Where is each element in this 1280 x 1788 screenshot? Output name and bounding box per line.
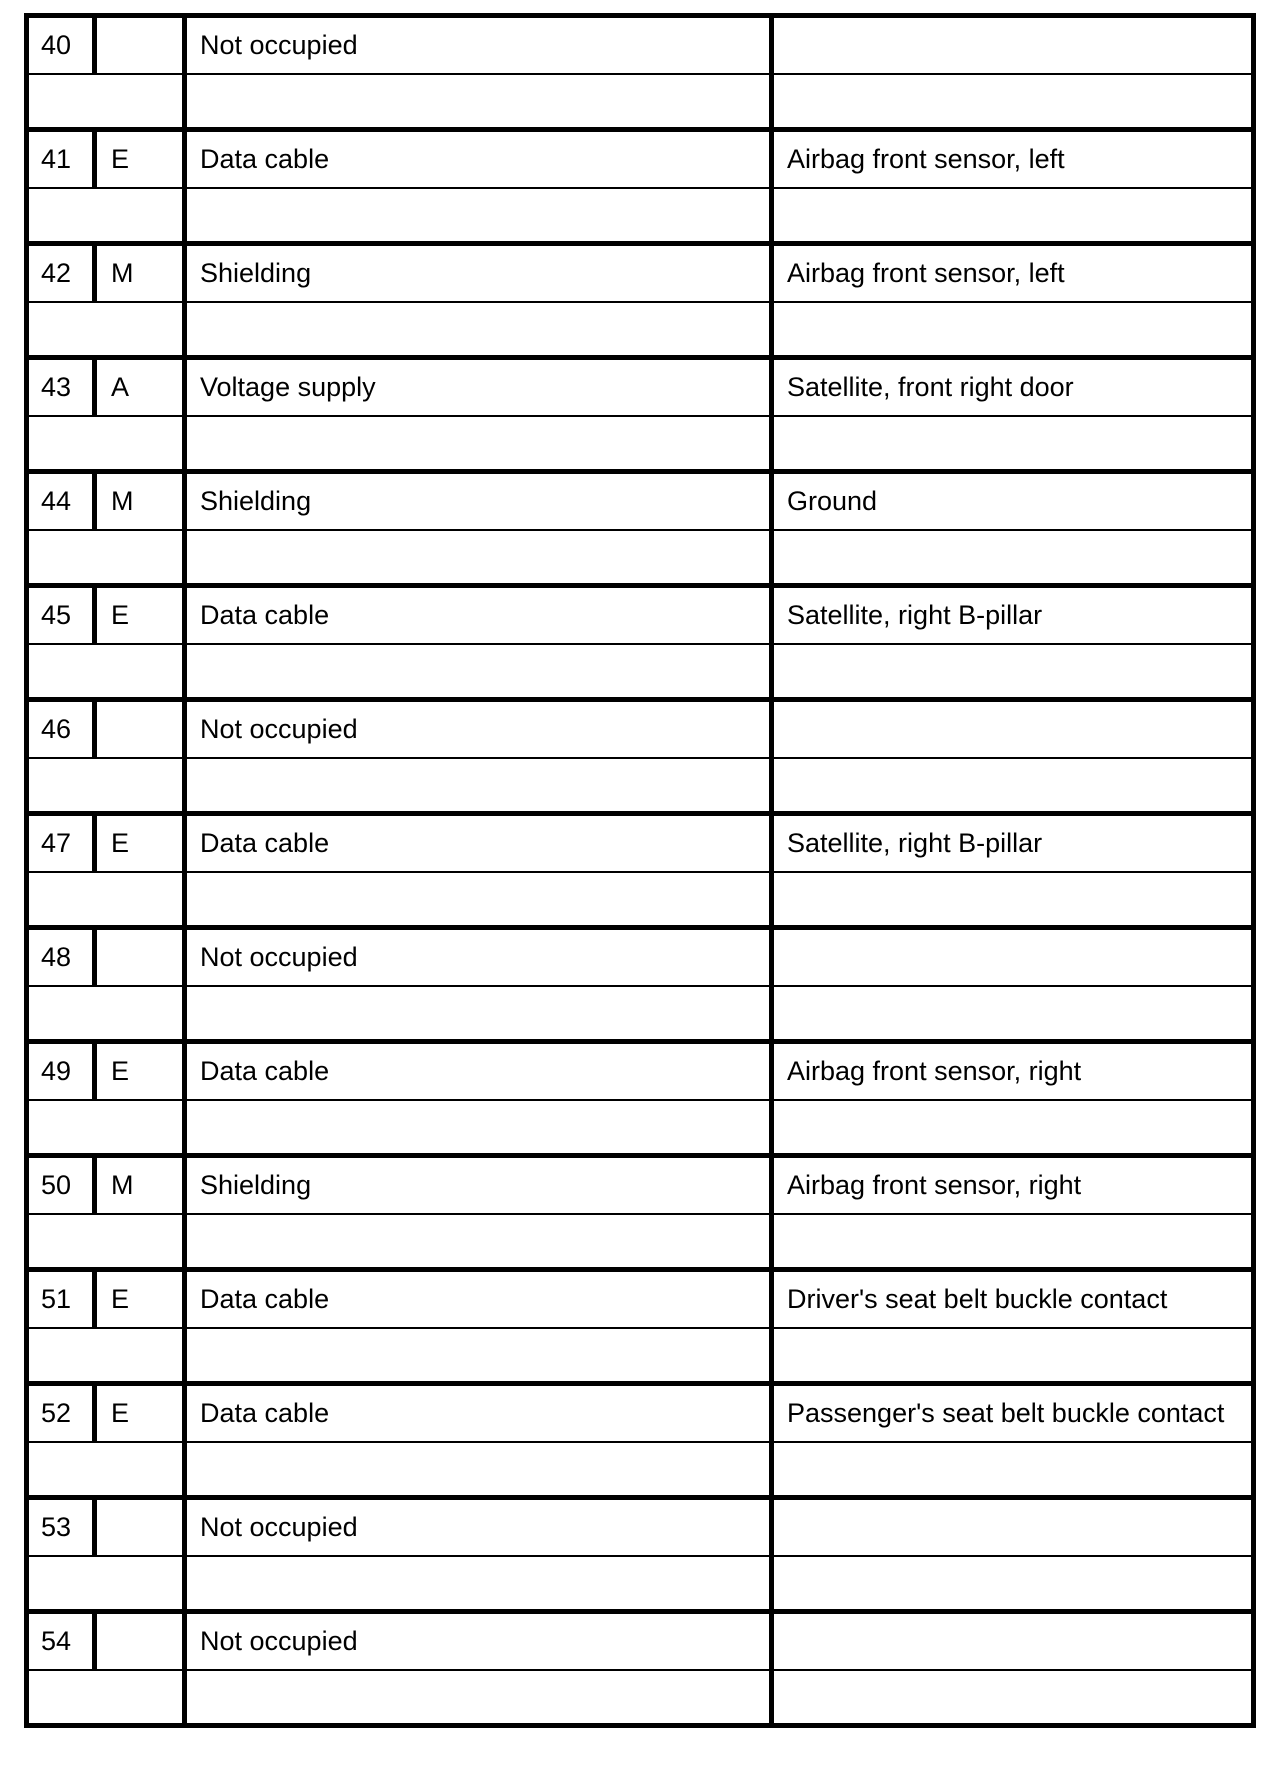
description-cell: Data cable	[185, 1384, 772, 1443]
component-cell	[772, 928, 1254, 987]
empty-cell	[185, 188, 772, 244]
empty-cell	[27, 302, 185, 358]
table-row	[27, 814, 1254, 873]
signal-code-cell: E	[95, 586, 185, 645]
spacer-row	[27, 644, 1254, 700]
signal-code-cell	[95, 700, 185, 759]
empty-cell	[772, 302, 1254, 358]
description-cell: Not occupied	[185, 1498, 772, 1557]
description-cell: Data cable	[185, 1270, 772, 1329]
signal-code-cell: E	[95, 130, 185, 189]
empty-cell	[772, 758, 1254, 814]
description-cell: Not occupied	[185, 1612, 772, 1671]
empty-cell	[185, 1328, 772, 1384]
pin-number-cell: 47	[27, 814, 95, 873]
empty-cell	[27, 74, 185, 130]
table-row	[27, 1384, 1254, 1443]
empty-cell	[772, 416, 1254, 472]
spacer-row	[27, 1214, 1254, 1270]
empty-cell	[27, 644, 185, 700]
signal-code-cell	[95, 16, 185, 75]
spacer-row	[27, 872, 1254, 928]
component-cell: Airbag front sensor, left	[772, 244, 1254, 303]
signal-code-cell: M	[95, 244, 185, 303]
spacer-row	[27, 1100, 1254, 1156]
table-row	[27, 1156, 1254, 1215]
description-cell: Data cable	[185, 130, 772, 189]
pin-number-cell: 48	[27, 928, 95, 987]
pin-number-cell: 41	[27, 130, 95, 189]
empty-cell	[27, 1442, 185, 1498]
pin-number-cell: 49	[27, 1042, 95, 1101]
empty-cell	[772, 1328, 1254, 1384]
spacer-row	[27, 188, 1254, 244]
signal-code-cell: A	[95, 358, 185, 417]
signal-code-cell: M	[95, 1156, 185, 1215]
empty-cell	[772, 644, 1254, 700]
pin-assignment-table	[24, 13, 1256, 1728]
empty-cell	[27, 530, 185, 586]
signal-code-cell: E	[95, 1384, 185, 1443]
description-cell: Shielding	[185, 1156, 772, 1215]
empty-cell	[185, 986, 772, 1042]
empty-cell	[185, 758, 772, 814]
component-cell	[772, 16, 1254, 75]
component-cell	[772, 1612, 1254, 1671]
signal-code-cell	[95, 1498, 185, 1557]
table-row	[27, 700, 1254, 759]
empty-cell	[27, 1556, 185, 1612]
pin-number-cell: 45	[27, 586, 95, 645]
empty-cell	[27, 1328, 185, 1384]
table-row	[27, 16, 1254, 75]
empty-cell	[27, 872, 185, 928]
table-row	[27, 130, 1254, 189]
empty-cell	[27, 758, 185, 814]
description-cell: Not occupied	[185, 700, 772, 759]
empty-cell	[772, 1556, 1254, 1612]
empty-cell	[185, 1100, 772, 1156]
pin-number-cell: 53	[27, 1498, 95, 1557]
signal-code-cell: E	[95, 814, 185, 873]
spacer-row	[27, 530, 1254, 586]
pin-table-body	[27, 16, 1254, 1726]
empty-cell	[185, 1670, 772, 1726]
spacer-row	[27, 1556, 1254, 1612]
pin-number-cell: 50	[27, 1156, 95, 1215]
empty-cell	[185, 302, 772, 358]
description-cell: Data cable	[185, 814, 772, 873]
empty-cell	[27, 1100, 185, 1156]
description-cell: Not occupied	[185, 16, 772, 75]
pin-number-cell: 44	[27, 472, 95, 531]
pin-number-cell: 43	[27, 358, 95, 417]
description-cell: Shielding	[185, 244, 772, 303]
empty-cell	[772, 872, 1254, 928]
pin-number-cell: 54	[27, 1612, 95, 1671]
pin-number-cell: 46	[27, 700, 95, 759]
empty-cell	[185, 1214, 772, 1270]
description-cell: Data cable	[185, 1042, 772, 1101]
empty-cell	[27, 416, 185, 472]
component-cell: Airbag front sensor, right	[772, 1042, 1254, 1101]
signal-code-cell: M	[95, 472, 185, 531]
spacer-row	[27, 758, 1254, 814]
signal-code-cell	[95, 928, 185, 987]
table-row	[27, 1270, 1254, 1329]
empty-cell	[185, 872, 772, 928]
empty-cell	[185, 1556, 772, 1612]
table-row	[27, 928, 1254, 987]
empty-cell	[27, 1670, 185, 1726]
empty-cell	[772, 1214, 1254, 1270]
empty-cell	[772, 530, 1254, 586]
empty-cell	[772, 1442, 1254, 1498]
description-cell: Data cable	[185, 586, 772, 645]
spacer-row	[27, 1328, 1254, 1384]
table-row	[27, 244, 1254, 303]
table-row	[27, 472, 1254, 531]
empty-cell	[772, 74, 1254, 130]
empty-cell	[27, 1214, 185, 1270]
empty-cell	[772, 188, 1254, 244]
description-cell: Not occupied	[185, 928, 772, 987]
signal-code-cell	[95, 1612, 185, 1671]
pin-number-cell: 40	[27, 16, 95, 75]
empty-cell	[185, 74, 772, 130]
description-cell: Voltage supply	[185, 358, 772, 417]
empty-cell	[27, 188, 185, 244]
component-cell	[772, 700, 1254, 759]
spacer-row	[27, 302, 1254, 358]
empty-cell	[772, 986, 1254, 1042]
component-cell: Driver's seat belt buckle contact	[772, 1270, 1254, 1329]
table-row	[27, 1498, 1254, 1557]
table-row	[27, 586, 1254, 645]
component-cell: Satellite, right B-pillar	[772, 814, 1254, 873]
signal-code-cell: E	[95, 1270, 185, 1329]
empty-cell	[772, 1100, 1254, 1156]
empty-cell	[185, 530, 772, 586]
description-cell: Shielding	[185, 472, 772, 531]
empty-cell	[27, 986, 185, 1042]
component-cell: Airbag front sensor, right	[772, 1156, 1254, 1215]
empty-cell	[185, 1442, 772, 1498]
spacer-row	[27, 1670, 1254, 1726]
component-cell: Satellite, right B-pillar	[772, 586, 1254, 645]
table-row	[27, 1612, 1254, 1671]
empty-cell	[185, 416, 772, 472]
table-row	[27, 358, 1254, 417]
spacer-row	[27, 416, 1254, 472]
component-cell: Airbag front sensor, left	[772, 130, 1254, 189]
empty-cell	[772, 1670, 1254, 1726]
signal-code-cell: E	[95, 1042, 185, 1101]
component-cell: Satellite, front right door	[772, 358, 1254, 417]
spacer-row	[27, 986, 1254, 1042]
component-cell: Ground	[772, 472, 1254, 531]
pin-number-cell: 51	[27, 1270, 95, 1329]
component-cell: Passenger's seat belt buckle contact	[772, 1384, 1254, 1443]
component-cell	[772, 1498, 1254, 1557]
empty-cell	[185, 644, 772, 700]
pin-number-cell: 52	[27, 1384, 95, 1443]
pin-number-cell: 42	[27, 244, 95, 303]
spacer-row	[27, 1442, 1254, 1498]
table-row	[27, 1042, 1254, 1101]
spacer-row	[27, 74, 1254, 130]
